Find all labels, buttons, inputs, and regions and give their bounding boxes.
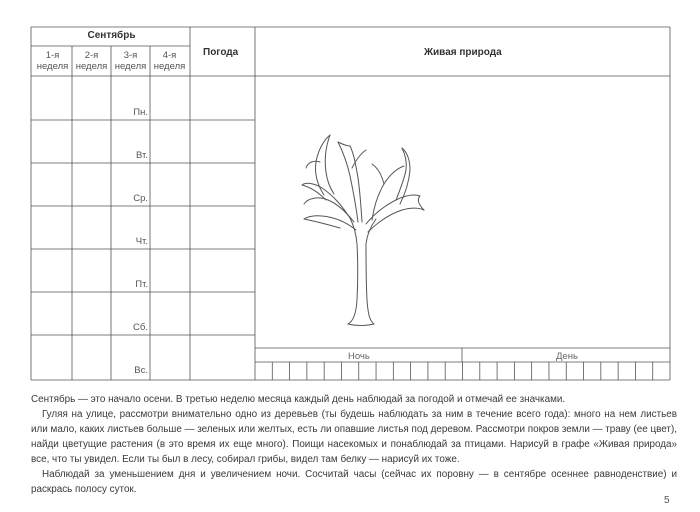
paragraph-intro: Сентябрь — это начало осени. В третью неделю месяца каждый день наблюдай за погодой и отмечай ее значками. — [31, 394, 566, 405]
day-label-tue: Вт. — [136, 150, 148, 161]
day-label-sun: Вс. — [134, 365, 148, 376]
day-label-wed: Ср. — [133, 193, 148, 204]
month-header: Сентябрь — [87, 30, 136, 41]
week-2-header: 2-я неделя — [75, 50, 108, 72]
day-label: День — [556, 351, 578, 362]
day-label-thu: Чт. — [135, 236, 148, 247]
week-4-header: 4-я неделя — [153, 50, 186, 72]
page-number: 5 — [664, 495, 670, 506]
day-label-fri: Пт. — [135, 279, 148, 290]
night-label: Ночь — [348, 351, 370, 362]
week-3-header: 3-я неделя — [114, 50, 147, 72]
weather-header: Погода — [203, 47, 239, 58]
paragraph-daylight: Наблюдай за уменьшением дня и увеличением ночи. Сосчитай часы (сейчас их поровну — в сентябре осеннее равноденствие) и раскрась полосу суток. — [31, 469, 677, 495]
tree-drawing — [302, 135, 424, 326]
nature-header: Живая природа — [424, 47, 502, 58]
day-label-sat: Сб. — [133, 322, 148, 333]
day-label-mon: Пн. — [133, 107, 148, 118]
paragraph-instructions: Гуляя на улице, рассмотри внимательно одно из деревьев (ты будешь наблюдать за ним в течение всего года): много на нем листьев или мало, каких листьев больше — зеленых или желтых, есть ли опавшие листья под деревом. Рассмотри покров земли — траву (ее цвет), найди цветущие растения (в это время их еще много). Поищи насекомых и понаблюдай за птицами. Нарисуй в графе «Живая природа» все, что ты увидел. Если ты был в лесу, собирал грибы, видел там белку — нарисуй их тоже. — [31, 409, 677, 465]
week-1-header: 1-я неделя — [36, 50, 69, 72]
